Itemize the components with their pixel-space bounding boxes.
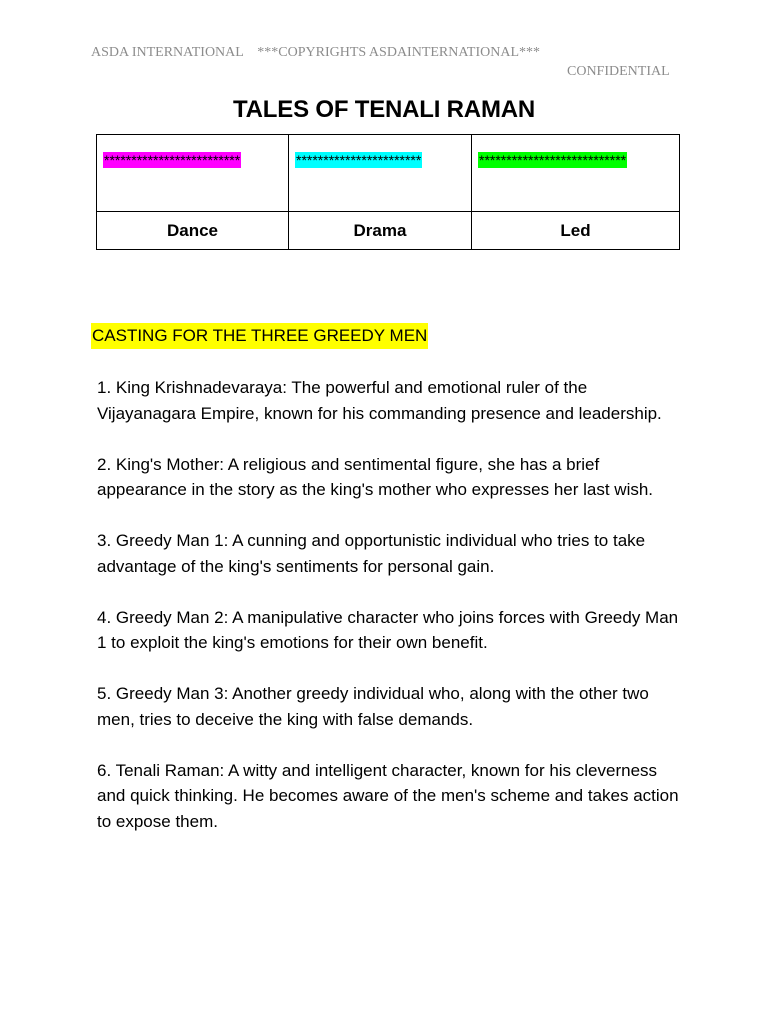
dance-label: Dance xyxy=(97,212,289,250)
character-item-king: 1. King Krishnadevaraya: The powerful and emotional ruler of the Vijayanagara Empire, known for his commanding presence and leadership. xyxy=(97,378,662,423)
roles-table-stars-row xyxy=(97,135,680,212)
drama-stars: *********************** xyxy=(296,152,422,168)
dance-stars-cell xyxy=(97,135,289,212)
roles-table xyxy=(96,134,680,250)
character-item-kings-mother: 2. King's Mother: A religious and sentimental figure, she has a brief appearance in the story as the king's mother who expresses her last wish. xyxy=(97,454,654,499)
character-item-greedy-man-2: 4. Greedy Man 2: A manipulative character who joins forces with Greedy Man 1 to exploit the king's emotions for their own benefit. xyxy=(97,607,679,652)
character-item-greedy-man-3: 5. Greedy Man 3: Another greedy individual who, along with the other two men, tries to deceive the king with false demands. xyxy=(97,684,649,729)
roles-table-label-row xyxy=(97,212,680,250)
header-confidential-label: CONFIDENTIAL xyxy=(567,64,670,79)
led-stars-cell xyxy=(472,135,680,212)
character-item-tenali-raman: 6. Tenali Raman: A witty and intelligent character, known for his cleverness and quick thinking. He becomes aware of the men's scheme and takes action to expose them. xyxy=(97,760,679,831)
drama-stars-cell xyxy=(289,135,472,212)
led-stars: *************************** xyxy=(479,152,627,168)
character-list xyxy=(97,375,687,860)
casting-heading: CASTING FOR THE THREE GREEDY MEN xyxy=(91,323,428,349)
document-title: TALES OF TENALI RAMAN xyxy=(233,96,535,123)
character-item-greedy-man-1: 3. Greedy Man 1: A cunning and opportunistic individual who tries to take advantage of the king's sentiments for personal gain. xyxy=(97,531,646,576)
led-label: Led xyxy=(472,212,680,250)
drama-label: Drama xyxy=(289,212,472,250)
header-copyright-line: ASDA INTERNATIONAL ***COPYRIGHTS ASDAINTERNATIONAL*** xyxy=(91,45,541,60)
dance-stars: ************************* xyxy=(104,152,241,168)
